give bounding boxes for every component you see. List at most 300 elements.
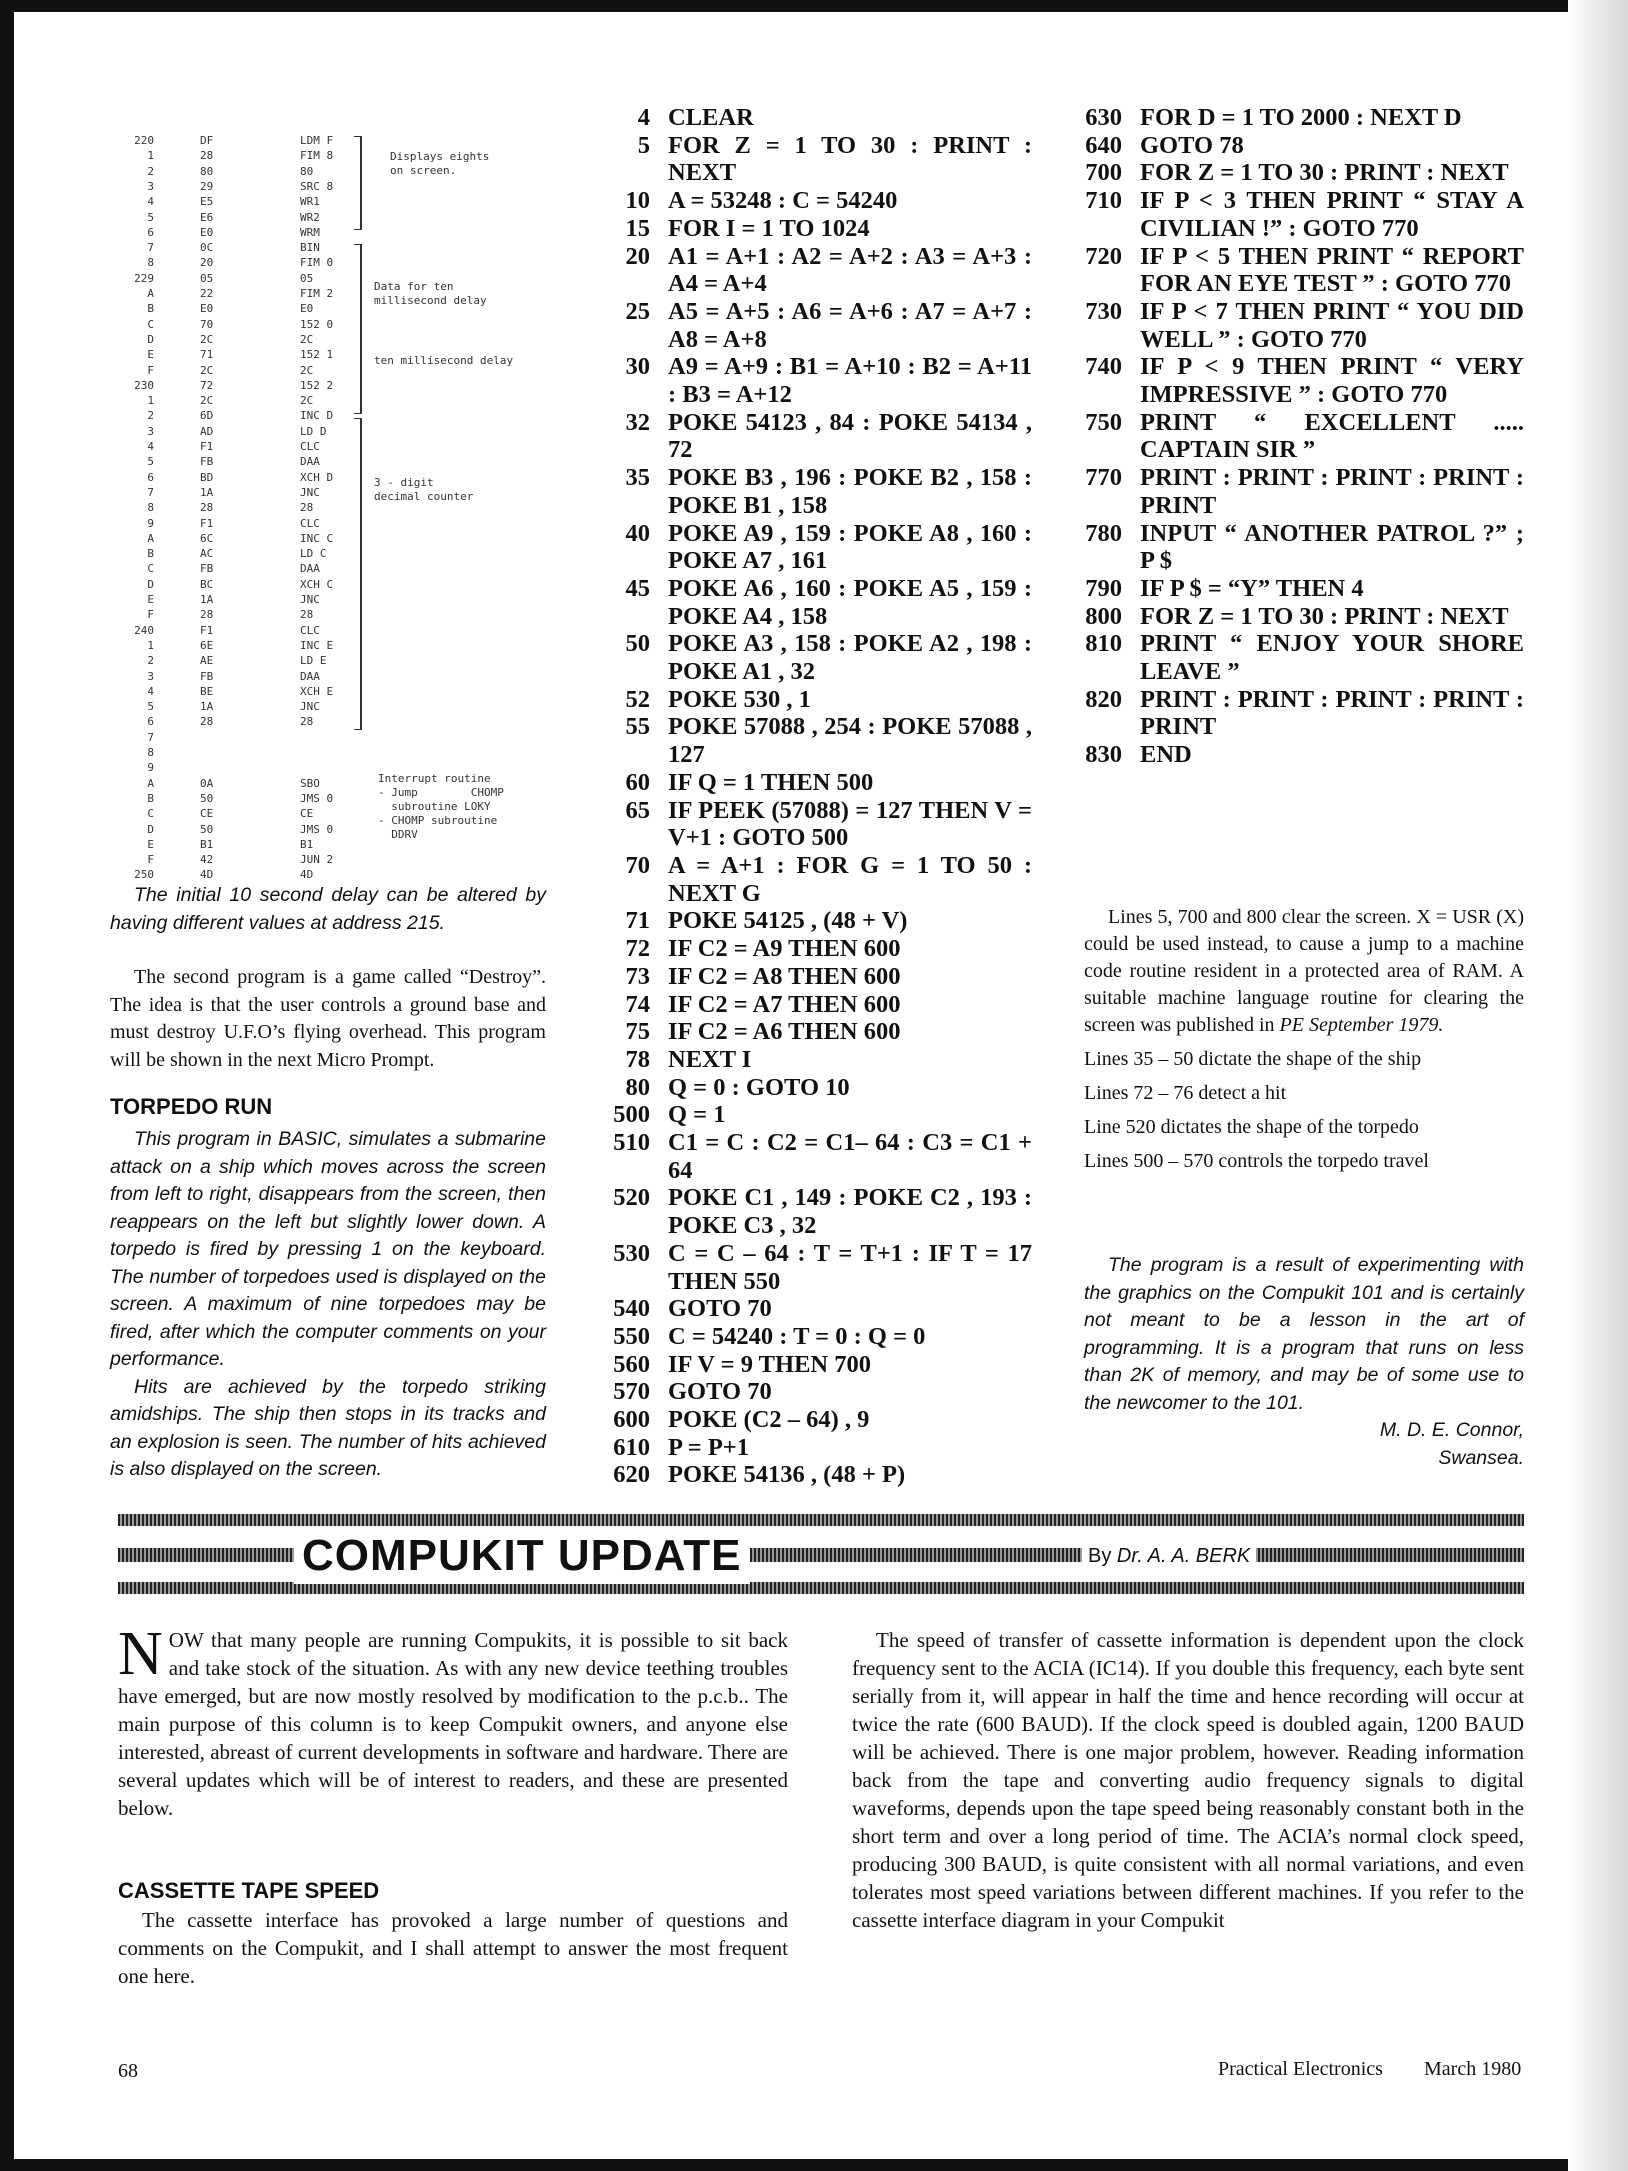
basic-statement: END	[1140, 741, 1192, 769]
mc-hex-code: F1	[200, 516, 214, 530]
basic-statement: POKE 54136 , (48 + P)	[668, 1461, 906, 1489]
mc-mnemonic: CLC	[300, 440, 320, 453]
update-intro	[118, 1620, 788, 1822]
destroy-note	[110, 964, 546, 1074]
mc-row	[118, 517, 558, 530]
mc-address: 1	[147, 394, 154, 408]
mc-hex-code: 1A	[200, 700, 214, 714]
mc-row	[118, 272, 558, 285]
mc-address: 3	[147, 424, 154, 438]
basic-statement: POKE A6 , 160 : POKE A5 , 159 : POKE A4 , 158	[668, 574, 1039, 630]
mc-hex-code: 6D	[200, 409, 214, 423]
speed-paragraph: The speed of transfer of cassette information is dependent upon the clock frequency sent to the ACIA (IC14). If you double this frequency, each byte sent serially from it, will appear in half the time and hence recording will occur at twice the rate (600 BAUD). If the clock speed is doubled again, 1200 BAUD will be achieved. There is one major problem, however. Reading information back from the tape and converting audio frequency signals to digital waveforms, depends upon the tape speed being reasonably constant both in the short term and over a long period of time. The ACIA’s normal clock speed, producing 300 BAUD, is quite consistent with all normal variations, and even tolerates most speed variations between different machines. If you refer to the cassette interface diagram in your Compukit	[852, 1628, 1524, 1932]
mc-address: D	[147, 822, 154, 836]
update-byline	[1082, 1540, 1256, 1572]
basic-line-number: 70	[625, 851, 650, 879]
cassette-heading: CASSETTE TAPE SPEED	[118, 1878, 380, 1903]
basic-line-number: 30	[625, 353, 650, 381]
mc-mnemonic: SBO	[300, 776, 320, 790]
basic-listing-right	[1052, 104, 1531, 769]
mc-hex-code: 2C	[200, 332, 214, 346]
scan-border-left	[0, 0, 14, 2171]
basic-line	[580, 796, 1038, 852]
basic-statement: IF C2 = A8 THEN 600	[668, 962, 901, 990]
mc-hex-code: F1	[200, 440, 214, 453]
issue-date: March 1980	[1424, 2058, 1522, 2080]
mc-hex-code: 50	[200, 791, 214, 805]
basic-statement: Q = 1	[668, 1101, 726, 1129]
basic-line-number: 640	[1085, 131, 1122, 159]
mc-mnemonic: INC C	[300, 531, 334, 545]
mc-hex-code: 22	[200, 287, 214, 300]
mc-address: F	[147, 853, 154, 867]
mc-mnemonic: 2C	[300, 363, 314, 377]
basic-line-number: 520	[613, 1184, 650, 1212]
mc-mnemonic: B1	[300, 837, 314, 851]
torpedo-paragraph-1: This program in BASIC, simulates a submarine attack on a ship which moves across the screen from left to right, disappears from the screen, then reappears on the left but slightly lower down. A torpedo is fired by pressing 1 on the keyboard. The number of torpedoes used is displayed on the screen. A maximum of nine torpedoes may be fired, after which the computer comments on your performance.	[110, 1128, 546, 1370]
basic-line	[580, 353, 1039, 409]
basic-statement: A5 = A+5 : A6 = A+6 : A7 = A+7 : A8 = A+8	[668, 297, 1037, 353]
mc-mnemonic: 28	[300, 501, 314, 515]
mc-row	[118, 333, 558, 346]
mc-hex-code: BE	[200, 684, 214, 698]
mc-mnemonic: 152 2	[300, 378, 334, 392]
mc-address: E	[147, 837, 154, 851]
basic-line-number: 620	[613, 1461, 650, 1489]
mc-row	[118, 471, 558, 484]
basic-statement: FOR I = 1 TO 1024	[668, 214, 870, 242]
mc-mnemonic: LD E	[300, 654, 327, 668]
page-edge-shadow	[1568, 0, 1628, 2171]
mc-row	[118, 241, 558, 254]
basic-statement: C = C – 64 : T = T+1 : IF T = 17 THEN 550	[668, 1239, 1038, 1295]
basic-line	[580, 1239, 1038, 1295]
basic-line-number: 540	[613, 1295, 650, 1323]
delay-note	[110, 882, 546, 937]
mc-address: A	[147, 531, 154, 545]
basic-statement: GOTO 78	[1140, 131, 1244, 159]
mc-mnemonic: XCH D	[300, 470, 334, 484]
basic-statement: POKE (C2 – 64) , 9	[668, 1406, 870, 1434]
basic-line-number: 80	[625, 1073, 650, 1101]
basic-line	[580, 519, 1039, 575]
note-counter: 3 - digit decimal counter	[374, 476, 474, 503]
basic-line	[1052, 104, 1524, 132]
basic-line-number: 74	[625, 990, 650, 1018]
basic-statement: POKE C1 , 149 : POKE C2 , 193 : POKE C3 , 32	[668, 1184, 1039, 1240]
basic-line	[1052, 519, 1531, 575]
basic-line-number: 50	[625, 630, 650, 658]
mc-mnemonic: SRC 8	[300, 179, 334, 193]
mc-hex-code: DF	[200, 134, 214, 147]
mc-mnemonic: 2C	[300, 394, 314, 408]
mc-address: 229	[134, 271, 154, 285]
basic-line	[580, 713, 1039, 769]
basic-line-number: 73	[625, 962, 650, 990]
basic-line-number: 71	[625, 907, 650, 935]
note-data-delay: Data for ten millisecond delay	[374, 280, 487, 307]
basic-line	[1052, 159, 1524, 187]
basic-statement: GOTO 70	[668, 1295, 772, 1323]
mc-hex-code: BD	[200, 470, 214, 484]
mc-hex-code: FB	[200, 669, 214, 683]
mc-address: 5	[147, 700, 154, 714]
mc-row	[118, 195, 558, 208]
basic-line	[580, 851, 1039, 907]
mc-row	[118, 256, 558, 269]
mc-mnemonic: JNC	[300, 700, 320, 714]
basic-statement: A = 53248 : C = 54240	[668, 187, 898, 215]
mc-row	[118, 302, 558, 315]
basic-line-number: 700	[1085, 159, 1122, 187]
basic-line	[580, 131, 1039, 187]
mc-address: 5	[147, 210, 154, 224]
mc-address: 1	[147, 149, 154, 163]
mc-hex-code: CE	[200, 807, 214, 821]
mc-address: 2	[147, 409, 154, 423]
mc-mnemonic: XCH C	[300, 577, 334, 591]
basic-statement: NEXT I	[668, 1045, 752, 1073]
basic-line-number: 15	[625, 214, 650, 242]
basic-line	[580, 1018, 1032, 1046]
basic-line	[1052, 464, 1531, 519]
mc-row	[118, 318, 558, 331]
basic-line-number: 810	[1085, 630, 1122, 658]
mc-address: D	[147, 577, 154, 591]
basic-statement: FOR Z = 1 TO 30 : PRINT : NEXT	[1140, 602, 1509, 630]
basic-line	[580, 1046, 1032, 1074]
page-number: 68	[118, 2060, 138, 2082]
mc-hex-code: 1A	[200, 485, 214, 499]
basic-line-number: 800	[1085, 602, 1122, 630]
basic-line	[580, 686, 1032, 714]
mc-row	[118, 608, 558, 621]
basic-line	[580, 1378, 1032, 1406]
mc-row	[118, 455, 558, 468]
torpedo-paragraph-2: Hits are achieved by the torpedo striking amidships. The ship then stops in its tracks and an explosion is seen. The number of hits achieved is also displayed on the screen.	[110, 1375, 546, 1480]
mc-hex-code: FB	[200, 562, 214, 576]
basic-line-number: 78	[625, 1045, 650, 1073]
update-intro-text: OW that many people are running Compukits, it is possible to sit back and take stock of the situation. As with any new device teething troubles have emerged, but are now mostly resolved by modification to the p.c.b.. The main purpose of this column is to keep Compukit owners, and anyone else interested, abreast of current developments in software and hardware. There are several updates which will be of interest to readers, and these are presented below.	[118, 1628, 788, 1820]
basic-line	[580, 187, 1032, 215]
mc-address: 1	[147, 638, 154, 652]
mc-mnemonic: FIM 0	[300, 256, 334, 270]
mc-address: B	[147, 547, 154, 561]
mc-hex-code: 2C	[200, 363, 214, 377]
mc-address: 2	[147, 654, 154, 668]
mc-row	[118, 624, 558, 637]
mc-address: 7	[147, 485, 154, 499]
mc-hex-code: 72	[200, 378, 214, 392]
basic-statement: POKE 54123 , 84 : POKE 54134 , 72	[668, 408, 1039, 464]
basic-statement: FOR D = 1 TO 2000 : NEXT D	[1140, 104, 1462, 131]
basic-line-number: 790	[1085, 574, 1122, 602]
basic-statement: A9 = A+9 : B1 = A+10 : B2 = A+11 : B3 = A+12	[668, 353, 1039, 409]
mc-row	[118, 868, 558, 881]
basic-statement: Q = 0 : GOTO 10	[668, 1073, 850, 1101]
mc-address: B	[147, 791, 154, 805]
basic-line-number: 740	[1085, 353, 1122, 381]
basic-statement: IF P < 3 THEN PRINT “ STAY A CIVILIAN !” : GOTO 770	[1140, 187, 1531, 242]
basic-statement: POKE A3 , 158 : POKE A2 , 198 : POKE A1 , 32	[668, 630, 1039, 686]
basic-statement: P = P+1	[668, 1433, 750, 1461]
basic-line	[580, 630, 1039, 686]
mc-hex-code: 28	[200, 149, 214, 163]
mc-mnemonic: 05	[300, 271, 314, 285]
mc-mnemonic: LD C	[300, 547, 327, 561]
mc-mnemonic: 28	[300, 608, 314, 622]
basic-line	[580, 1406, 1032, 1434]
closing-paragraph: The program is a result of experimenting with the graphics on the Compukit 101 and is certainly not meant to be a lesson in the art of programming. It is a program that runs on less than 2K of memory, and may be of some use to the newcomer to the 101.	[1084, 1254, 1524, 1414]
note-torpedo-shape: Line 520 dictates the shape of the torpedo	[1084, 1116, 1419, 1138]
basic-line	[1052, 353, 1531, 409]
mc-mnemonic: INC D	[300, 409, 334, 423]
mc-mnemonic: INC E	[300, 638, 334, 652]
basic-line	[1052, 242, 1531, 298]
lines-clear-note	[1084, 904, 1524, 1039]
mc-address: 6	[147, 715, 154, 729]
byline-prefix: By	[1088, 1545, 1117, 1567]
mc-mnemonic: BIN	[300, 241, 320, 255]
mc-row	[118, 654, 558, 667]
author-name: M. D. E. Connor,	[1379, 1419, 1524, 1441]
destroy-paragraph: The second program is a game called “Destroy”. The idea is that the user controls a ground base and must destroy U.F.O’s flying overhead. This program will be shown in the next Micro Prompt.	[110, 966, 546, 1071]
mc-mnemonic: CLC	[300, 623, 320, 637]
basic-statement: PRINT : PRINT : PRINT : PRINT : PRINT	[1140, 464, 1531, 519]
basic-statement: POKE A9 , 159 : POKE A8 , 160 : POKE A7 , 161	[668, 519, 1039, 575]
mc-row	[118, 639, 558, 652]
basic-line	[580, 1295, 1032, 1323]
basic-line-number: 500	[613, 1101, 650, 1129]
mc-row	[118, 731, 558, 744]
banner-hatch-top	[118, 1514, 1524, 1526]
basic-statement: A1 = A+1 : A2 = A+2 : A3 = A+3 : A4 = A+4	[668, 242, 1037, 298]
mc-hex-code: E5	[200, 195, 214, 209]
mc-mnemonic: DAA	[300, 669, 320, 683]
mc-row	[118, 379, 558, 392]
basic-line-number: 530	[613, 1239, 650, 1267]
mc-mnemonic: LD D	[300, 424, 327, 438]
mc-mnemonic: JMS 0	[300, 791, 334, 805]
mc-mnemonic: JMS 0	[300, 822, 334, 836]
mc-mnemonic: JUN 2	[300, 853, 334, 867]
cassette-paragraph: The cassette interface has provoked a large number of questions and comments on the Compukit, and I shall attempt to answer the most frequent one here.	[118, 1908, 788, 1988]
basic-statement: IF Q = 1 THEN 500	[668, 768, 874, 796]
magazine-name: Practical Electronics	[1218, 2058, 1383, 2080]
basic-line-number: 72	[625, 935, 650, 963]
mc-row	[118, 593, 558, 606]
mc-hex-code: 1A	[200, 593, 214, 606]
mc-row	[118, 547, 558, 560]
brace-eights	[354, 136, 362, 230]
delay-paragraph: The initial 10 second delay can be altered by having different values at address 215.	[110, 884, 546, 934]
scan-border-top	[0, 0, 1628, 12]
basic-line	[580, 1074, 1032, 1102]
torpedo-heading: TORPEDO RUN	[110, 1094, 273, 1119]
mc-row	[118, 562, 558, 575]
mc-hex-code: 28	[200, 501, 214, 515]
basic-line	[580, 464, 1039, 519]
basic-statement: A = A+1 : FOR G = 1 TO 50 : NEXT G	[668, 851, 1039, 907]
basic-statement: PRINT “ EXCELLENT ..... CAPTAIN SIR ”	[1140, 408, 1531, 464]
mc-mnemonic: JNC	[300, 593, 320, 606]
basic-line-number: 550	[613, 1322, 650, 1350]
basic-statement: C = 54240 : T = 0 : Q = 0	[668, 1322, 926, 1350]
basic-line	[580, 297, 1037, 353]
mc-hex-code: 2C	[200, 394, 214, 408]
basic-line	[580, 408, 1039, 464]
mc-mnemonic: WRM	[300, 225, 320, 239]
basic-statement: IF C2 = A6 THEN 600	[668, 1018, 901, 1046]
mc-row	[118, 746, 558, 759]
mc-hex-code: 70	[200, 317, 214, 331]
mc-hex-code: 4D	[200, 868, 214, 882]
mc-mnemonic: WR1	[300, 195, 320, 209]
mc-hex-code: 50	[200, 822, 214, 836]
note-ship-shape: Lines 35 – 50 dictate the shape of the ship	[1084, 1048, 1422, 1070]
basic-statement: PRINT “ ENJOY YOUR SHORE LEAVE ”	[1140, 630, 1531, 686]
drop-cap: N	[118, 1620, 163, 1688]
mc-mnemonic: XCH E	[300, 684, 334, 698]
mc-hex-code: AE	[200, 654, 214, 668]
mc-row	[118, 715, 558, 728]
basic-statement: IF P $ = “Y” THEN 4	[1140, 574, 1364, 602]
mc-row	[118, 180, 558, 193]
basic-line-number: 830	[1085, 741, 1122, 769]
basic-statement: POKE 54125 , (48 + V)	[668, 907, 908, 935]
lines-clear-text: Lines 5, 700 and 800 clear the screen. X = USR (X) could be used instead, to cause a jump to a machine code routine resident in a protected area of RAM. A suitable machine language routine for clearing the screen was published in	[1084, 906, 1524, 1036]
mc-address: E	[147, 348, 154, 362]
basic-line	[580, 1323, 1032, 1351]
basic-line	[580, 1101, 1032, 1129]
basic-line	[1052, 575, 1524, 603]
mc-address: 2	[147, 164, 154, 178]
mc-address: B	[147, 302, 154, 316]
mc-address: 8	[147, 501, 154, 515]
basic-statement: IF P < 9 THEN PRINT “ VERY IMPRESSIVE ” : GOTO 770	[1140, 353, 1531, 409]
mc-row	[118, 578, 558, 591]
mc-mnemonic: LDM F	[300, 134, 334, 147]
basic-line-number: 60	[625, 768, 650, 796]
basic-line-number: 570	[613, 1378, 650, 1406]
basic-line-number: 600	[613, 1406, 650, 1434]
brace-delay	[354, 244, 362, 414]
basic-line-number: 630	[1085, 104, 1122, 131]
mc-row	[118, 440, 558, 453]
scan-border-bottom	[0, 2159, 1628, 2171]
basic-line	[1052, 408, 1531, 464]
mc-row	[118, 670, 558, 683]
mc-hex-code: E0	[200, 302, 214, 316]
mc-address: F	[147, 363, 154, 377]
mc-mnemonic: 80	[300, 164, 314, 178]
basic-line-number: 35	[625, 464, 650, 492]
mc-hex-code: 0A	[200, 776, 214, 790]
basic-statement: IF P < 5 THEN PRINT “ REPORT FOR AN EYE TEST ” : GOTO 770	[1140, 242, 1531, 298]
basic-line	[580, 104, 1032, 132]
mc-mnemonic: 152 1	[300, 348, 334, 362]
basic-line-number: 560	[613, 1350, 650, 1378]
mc-hex-code: 20	[200, 256, 214, 270]
basic-line-number: 710	[1085, 187, 1122, 215]
mc-mnemonic: 4D	[300, 868, 314, 882]
basic-line	[1052, 685, 1531, 741]
mc-hex-code: 29	[200, 179, 214, 193]
mc-address: 7	[147, 730, 154, 744]
mc-hex-code: 42	[200, 853, 214, 867]
mc-address: 6	[147, 470, 154, 484]
mc-address: E	[147, 593, 154, 606]
basic-line	[1052, 741, 1524, 769]
speed-column	[852, 1626, 1524, 1934]
mc-address: 6	[147, 225, 154, 239]
mc-address: 220	[134, 134, 154, 147]
basic-statement: POKE B3 , 196 : POKE B2 , 158 : POKE B1 , 158	[668, 464, 1039, 519]
mc-address: A	[147, 776, 154, 790]
basic-line-number: 10	[625, 187, 650, 215]
mc-mnemonic: FIM 8	[300, 149, 334, 163]
mc-hex-code: 6C	[200, 531, 214, 545]
mc-row	[118, 394, 558, 407]
basic-line-number: 25	[625, 297, 650, 325]
mc-address: 250	[134, 868, 154, 882]
basic-statement: GOTO 70	[668, 1378, 772, 1406]
basic-line-number: 75	[625, 1018, 650, 1046]
basic-line	[1052, 187, 1531, 242]
basic-statement: IF C2 = A9 THEN 600	[668, 935, 901, 963]
mc-hex-code: 28	[200, 715, 214, 729]
basic-statement: IF V = 9 THEN 700	[668, 1350, 871, 1378]
basic-line	[580, 1184, 1039, 1240]
mc-hex-code: F1	[200, 623, 214, 637]
mc-mnemonic: JNC	[300, 485, 320, 499]
basic-line-number: 20	[625, 242, 650, 270]
basic-line	[580, 963, 1032, 991]
mc-address: 8	[147, 256, 154, 270]
basic-line-number: 5	[637, 131, 650, 159]
update-title: COMPUKIT UPDATE	[294, 1528, 750, 1584]
mc-hex-code: FB	[200, 455, 214, 469]
basic-line	[580, 1461, 1032, 1489]
mc-mnemonic: DAA	[300, 562, 320, 576]
basic-line-number: 55	[625, 713, 650, 741]
mc-mnemonic: E0	[300, 302, 314, 316]
mc-address: 5	[147, 455, 154, 469]
mc-hex-code: 28	[200, 608, 214, 622]
mc-mnemonic: WR2	[300, 210, 320, 224]
basic-line	[580, 907, 1032, 935]
mc-address: 3	[147, 669, 154, 683]
author-town: Swansea.	[1438, 1446, 1524, 1469]
basic-line	[1052, 630, 1531, 686]
mc-row	[118, 853, 558, 866]
mc-row	[118, 685, 558, 698]
basic-statement: C1 = C : C2 = C1– 64 : C3 = C1 + 64	[668, 1129, 1039, 1184]
mc-mnemonic: 2C	[300, 332, 314, 346]
mc-hex-code: 0C	[200, 241, 214, 255]
basic-line-number: 820	[1085, 685, 1122, 713]
mc-row	[118, 486, 558, 499]
basic-line-number: 780	[1085, 519, 1122, 547]
closing-note	[1084, 1252, 1524, 1472]
basic-line-number: 45	[625, 574, 650, 602]
basic-line-number: 510	[613, 1129, 650, 1157]
cassette-intro	[118, 1906, 788, 1990]
basic-line-number: 52	[625, 685, 650, 713]
basic-statement: FOR Z = 1 TO 30 : PRINT : NEXT	[668, 131, 1039, 187]
mc-hex-code: E0	[200, 225, 214, 239]
mc-hex-code: E6	[200, 210, 214, 224]
